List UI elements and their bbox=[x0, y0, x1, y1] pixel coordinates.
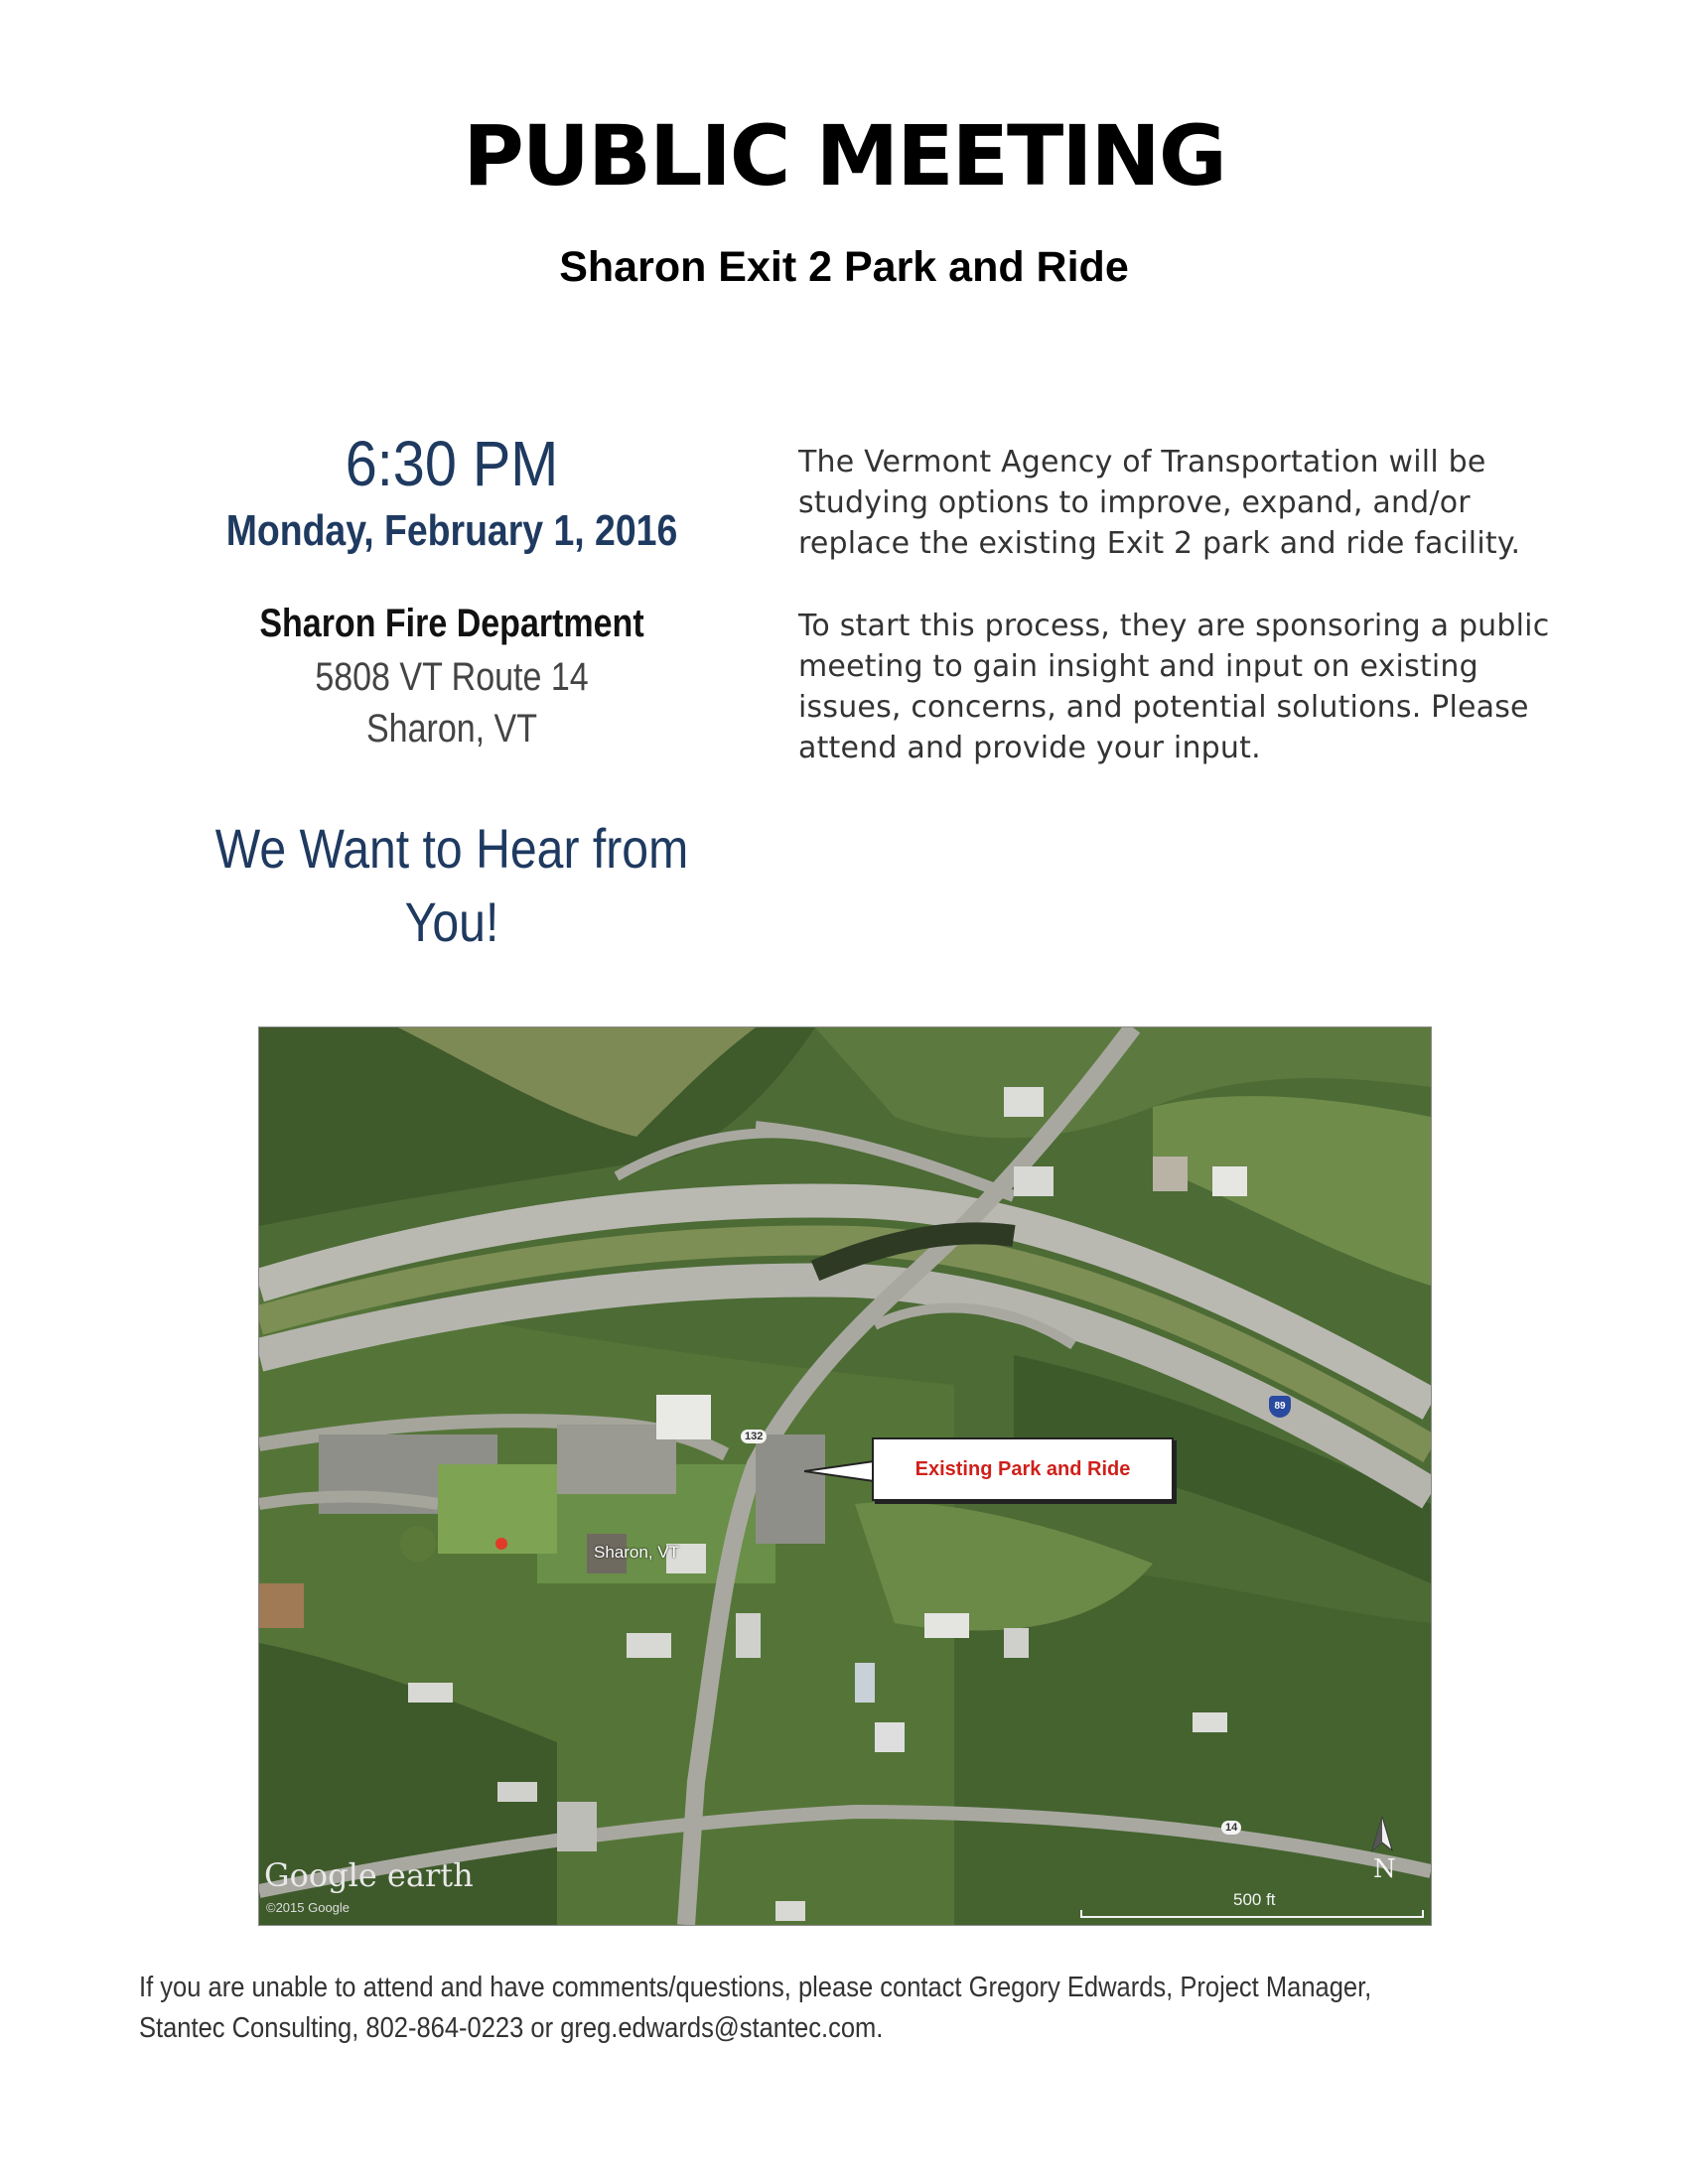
callout-pointer bbox=[804, 1459, 876, 1483]
venue-address-street: 5808 VT Route 14 bbox=[315, 655, 589, 699]
description-paragraph-1: The Vermont Agency of Transportation will be studying options to improve, expand, and/or replace the existing Exit 2 park and ride facility. bbox=[798, 445, 1521, 561]
description-paragraph-2: To start this process, they are sponsoring a public meeting to gain insight and input on existing issues, concerns, and potential solutions. Please attend and provide your input. bbox=[798, 609, 1550, 765]
google-earth-logo: Google earth bbox=[264, 1856, 474, 1894]
route-14-shield: 14 bbox=[1221, 1821, 1241, 1835]
scale-bar bbox=[1080, 1910, 1424, 1918]
meeting-time: 6:30 PM bbox=[345, 428, 559, 499]
interstate-89-shield: 89 bbox=[1269, 1396, 1291, 1418]
contact-footer: If you are unable to attend and have comments/questions, please contact Gregory Edwards, Project Manager, Stantec Consulting, 802-864-0223 or greg.edwards@stantec.com. bbox=[139, 1972, 1372, 2044]
call-to-action: We Want to Hear from You! bbox=[214, 817, 689, 953]
scale-label: 500 ft bbox=[1233, 1890, 1276, 1909]
map-place-label: Sharon, VT bbox=[594, 1543, 679, 1562]
park-and-ride-callout: Existing Park and Ride bbox=[872, 1437, 1174, 1501]
page-title: PUBLIC MEETING bbox=[463, 107, 1225, 205]
meeting-date: Monday, February 1, 2016 bbox=[225, 506, 678, 555]
route-132-shield: 132 bbox=[741, 1430, 767, 1443]
north-arrow-icon bbox=[1370, 1817, 1394, 1852]
meeting-venue: Sharon Fire Department bbox=[259, 602, 644, 645]
page-subtitle: Sharon Exit 2 Park and Ride bbox=[559, 243, 1129, 291]
map-copyright: ©2015 Google bbox=[266, 1900, 351, 1915]
north-label: N bbox=[1373, 1854, 1396, 1884]
venue-address-city: Sharon, VT bbox=[366, 707, 537, 751]
